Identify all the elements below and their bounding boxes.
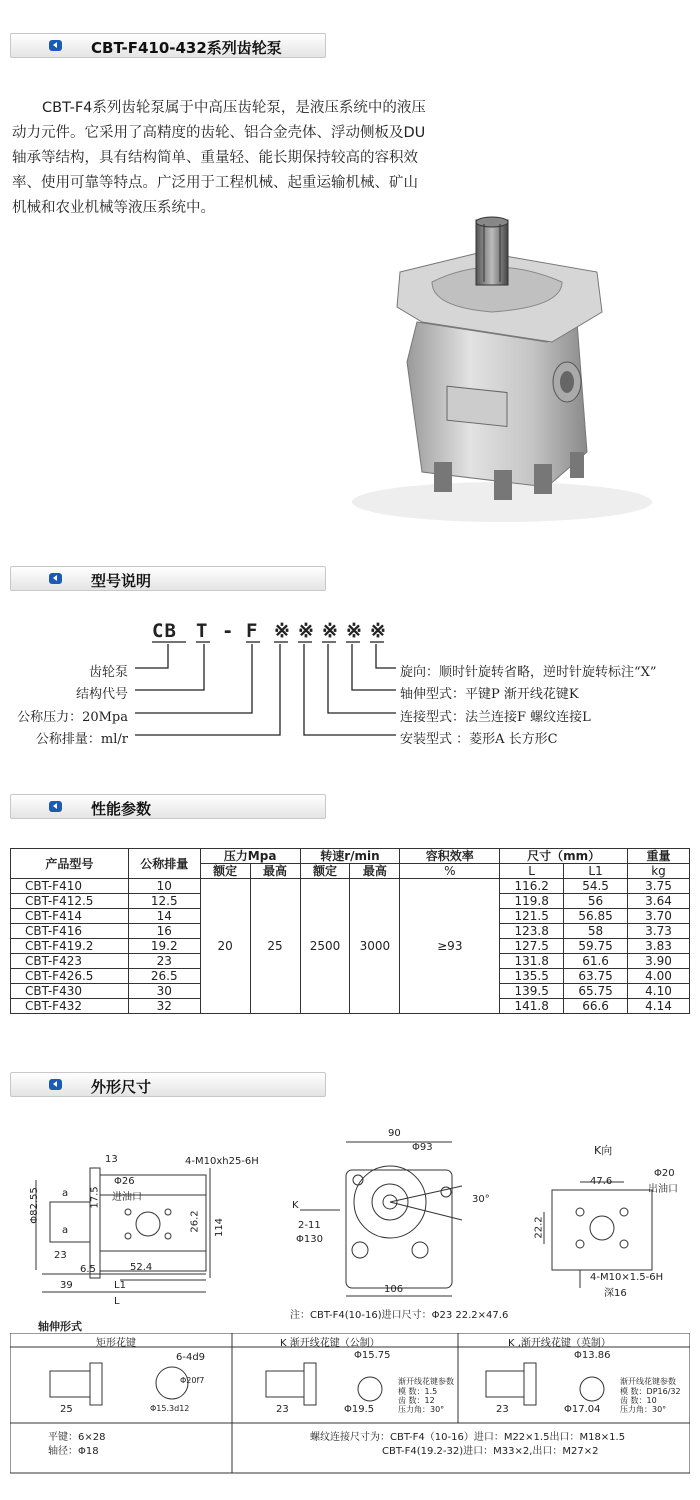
table-cell: 16 [128,924,200,939]
shaft-axis: 轴径：Φ18 [48,1446,99,1457]
dim-inlet: 进油口 [112,1192,142,1203]
table-cell: ≥93 [400,879,500,1014]
section-header-model [10,566,326,591]
spline-metric-p2: 齿 数：12 [398,1396,435,1405]
table-cell: 3.70 [628,909,690,924]
dim-13: 13 [105,1154,118,1165]
intro-paragraph [12,96,482,221]
label-rotation: 旋向：顺时针旋转省略，逆时针旋转标注“X” [400,665,657,680]
spline-imp-p3: 压力角：30° [620,1405,667,1414]
table-cell: 116.2 [500,879,564,894]
dim-phi20: Φ20 [654,1168,675,1179]
table-cell: CBT-F419.2 [11,939,129,954]
dim-note: 注：CBT-F4(10-16)进口尺寸：Φ23 22.2×47.6 [290,1310,509,1321]
label-nominal-displacement: 公称排量：ml/r [35,732,128,747]
dim-6-5: 6.5 [80,1264,96,1275]
dim-17-5: 17.5 [89,1186,101,1209]
table-cell: 26.5 [128,969,200,984]
table-cell: 19.2 [128,939,200,954]
spline-metric-d: Φ15.75 [354,1350,391,1361]
header-displacement: 公称排量 [128,849,200,879]
dim-phi26: Φ26 [114,1176,135,1187]
dim-depth: 深16 [604,1288,627,1299]
section-title: 外形尺寸 [91,1078,152,1096]
spline-metric-p3: 压力角：30° [398,1405,445,1414]
arrow-left-icon [49,40,62,51]
spline-imp-p1: 模 数：DP16/32 [620,1387,681,1396]
dim-L1: L1 [114,1280,126,1291]
code-x4: ※ [346,620,363,642]
spline-rect-d: Φ20f7 [180,1376,205,1385]
label-mounting-type: 安装型式 ：菱形A 长方形C [400,732,558,747]
table-cell: 123.8 [500,924,564,939]
table-cell: 56.85 [564,909,628,924]
table-cell: CBT-F432 [11,999,129,1014]
header-size: 尺寸（mm） [500,849,628,864]
header-weight: 重量 [628,849,690,864]
code-x3: ※ [322,620,339,642]
table-cell: 14 [128,909,200,924]
table-cell: 23 [128,954,200,969]
table-cell: 20 [200,879,250,1014]
table-cell: CBT-F412.5 [11,894,129,909]
thread-info-2: CBT-F4(19.2-32)进口：M33×2,出口：M27×2 [382,1446,599,1457]
table-cell: 54.5 [564,879,628,894]
table-cell: 3.83 [628,939,690,954]
table-cell: 56 [564,894,628,909]
dim-thread2: 4-M10×1.5-6H [590,1272,664,1283]
code-dash: - [222,620,235,642]
dim-22-2: 22.2 [533,1216,545,1239]
spline-metric-p1: 模 数：1.5 [398,1387,438,1396]
code-cb: CB [152,620,177,642]
label-shaft-type: 轴伸型式：平键P 渐开线花键K [400,687,579,702]
header-speed-rated: 额定 [300,864,350,879]
table-cell: 3.73 [628,924,690,939]
shaft-col-rect: 矩形花键 [96,1338,136,1349]
table-cell: 30 [128,984,200,999]
dim-thread: 4-M10xh25-6H [185,1156,259,1167]
table-cell: 139.5 [500,984,564,999]
section-title: 型号说明 [91,572,152,590]
section-title: CBT-F410-432系列齿轮泵 [91,39,282,57]
header-pressure: 压力Mpa [200,849,300,864]
header-pressure-rated: 额定 [200,864,250,879]
section-header-performance [10,794,326,819]
header-L1: L1 [564,864,628,879]
arrow-left-icon [49,1079,62,1090]
table-cell: 65.75 [564,984,628,999]
performance-table [10,848,690,1014]
spline-imp-params: 渐开线花键参数 [620,1377,676,1386]
header-efficiency-unit: % [400,864,500,879]
dim-phi93: Φ93 [412,1142,433,1153]
table-cell: 4.14 [628,999,690,1014]
dim-kview: K向 [594,1144,613,1157]
intro-line: 机械和农业机械等液压系统中。 [12,200,215,216]
arrow-left-icon [49,573,62,584]
header-model: 产品型号 [11,849,129,879]
gear-pump-photo [312,212,692,532]
thread-info-1: 螺纹连接尺寸为：CBT-F4（10-16）进口：M22×1.5出口：M18×1.5 [310,1432,626,1443]
table-cell: 25 [250,879,300,1014]
table-cell: 135.5 [500,969,564,984]
dim-39: 39 [60,1280,73,1291]
table-cell: 10 [128,879,200,894]
table-cell: 2500 [300,879,350,1014]
table-cell: CBT-F430 [11,984,129,999]
table-cell: CBT-F414 [11,909,129,924]
code-x1: ※ [274,620,291,642]
table-cell: 4.10 [628,984,690,999]
header-weight-unit: kg [628,864,690,879]
shaft-len-23b: 23 [496,1404,509,1415]
spline-metric-b: Φ19.5 [344,1404,375,1415]
section-header-dimensions [10,1072,326,1097]
shaft-title: 轴伸形式 [38,1320,82,1333]
label-nominal-pressure: 公称压力：20Mpa [17,710,128,725]
arrow-left-icon [49,801,62,812]
spline-imp-d: Φ13.86 [574,1350,611,1361]
table-cell: 66.6 [564,999,628,1014]
dim-52-4: 52.4 [130,1262,153,1273]
section-title: 性能参数 [91,800,152,818]
table-cell: 3.90 [628,954,690,969]
dim-90: 90 [388,1128,401,1139]
table-cell: 61.6 [564,954,628,969]
dim-23: 23 [54,1250,67,1261]
dim-outlet: 出油口 [648,1184,678,1195]
dim-shaft-dia: Φ82.55 [28,1187,40,1224]
table-cell: CBT-F426.5 [11,969,129,984]
intro-line: 率、使用可靠等特点。广泛用于工程机械、起重运输机械、矿山 [12,175,418,191]
shaft-len-25: 25 [60,1404,73,1415]
spline-metric-params: 渐开线花键参数 [398,1377,454,1386]
section-header-series [10,33,326,58]
dim-a2: a [62,1225,69,1236]
table-cell: 63.75 [564,969,628,984]
header-L: L [500,864,564,879]
code-f: F [246,620,259,642]
intro-line: 轴承等结构，具有结构简单、重量轻、能长期保持较高的容积效 [12,150,418,166]
spline-rect-b: Φ15.3d12 [150,1404,190,1413]
header-pressure-max: 最高 [250,864,300,879]
table-cell: 59.75 [564,939,628,954]
table-cell: CBT-F423 [11,954,129,969]
table-cell: 127.5 [500,939,564,954]
table-cell: 141.8 [500,999,564,1014]
header-speed-max: 最高 [350,864,400,879]
spline-imp-b: Φ17.04 [564,1404,601,1415]
table-cell: 3.64 [628,894,690,909]
dim-2-11: 2-11 [298,1220,321,1231]
table-cell: 32 [128,999,200,1014]
table-cell: CBT-F416 [11,924,129,939]
code-x5: ※ [370,620,387,642]
dim-phi130: Φ130 [296,1234,323,1245]
label-structure-code: 结构代号 [75,687,128,702]
table-cell: 3.75 [628,879,690,894]
dim-k: K [292,1200,299,1211]
dim-114: 114 [214,1217,226,1238]
label-connection-type: 连接型式：法兰连接F 螺纹连接L [400,710,591,725]
shaft-len-23a: 23 [276,1404,289,1415]
shaft-key: 平键：6×28 [48,1432,106,1443]
code-x2: ※ [298,620,315,642]
table-row [11,879,690,894]
shaft-col-metric: K 渐开线花键（公制） [280,1338,380,1349]
code-t: T [196,620,209,642]
intro-line: 动力元件。它采用了高精度的齿轮、铝合金壳体、浮动侧板及DU [12,125,426,141]
table-cell: 4.00 [628,969,690,984]
shaft-col-imperial: K ,渐开线花键（英制） [508,1338,611,1349]
table-cell: 131.8 [500,954,564,969]
dim-106: 106 [384,1284,404,1295]
table-cell: CBT-F410 [11,879,129,894]
dim-a1: a [62,1188,69,1199]
intro-line: CBT-F4系列齿轮泵属于中高压齿轮泵，是液压系统中的液压 [42,100,426,116]
dim-30deg: 30° [472,1194,490,1205]
spline-imp-p2: 齿 数：10 [620,1396,657,1405]
dim-47-6: 47.6 [590,1176,613,1187]
dim-L: L [114,1296,120,1307]
table-cell: 58 [564,924,628,939]
header-efficiency: 容积效率 [400,849,500,864]
label-gear-pump: 齿轮泵 [88,665,128,680]
spline-rect: 6-4d9 [176,1352,206,1363]
table-cell: 119.8 [500,894,564,909]
header-speed: 转速r/min [300,849,400,864]
dim-26-2: 26.2 [189,1210,201,1233]
table-cell: 12.5 [128,894,200,909]
table-cell: 3000 [350,879,400,1014]
table-cell: 121.5 [500,909,564,924]
